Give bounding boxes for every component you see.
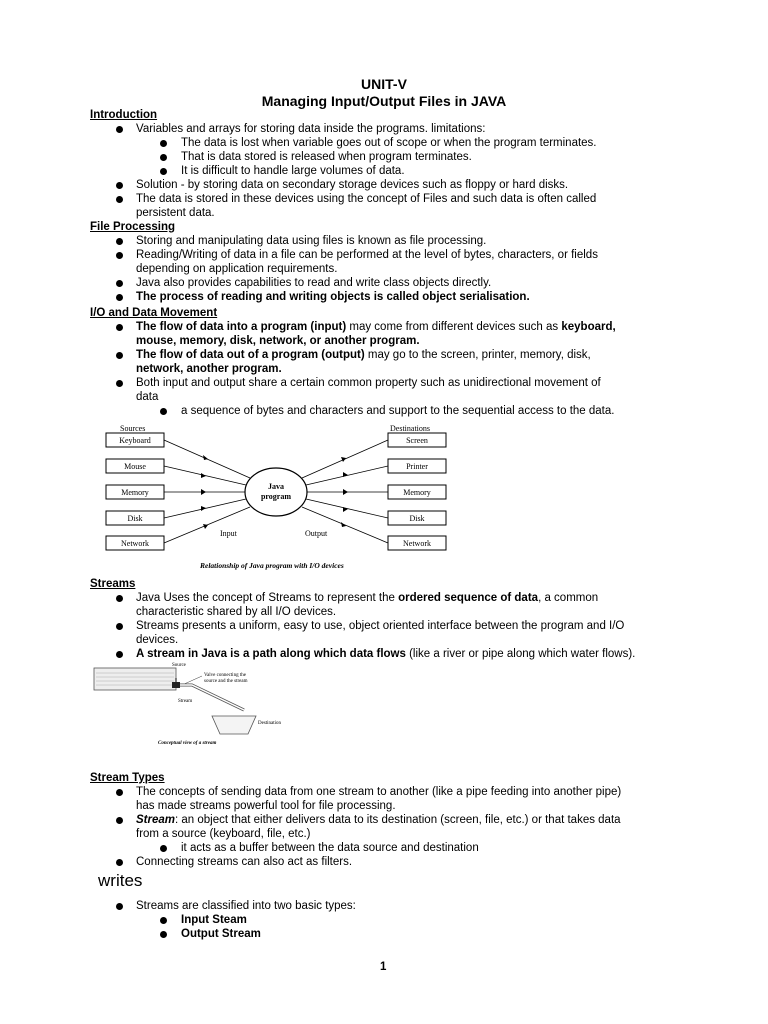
bullet-icon xyxy=(116,252,123,259)
destination-box-network xyxy=(388,536,446,550)
unit-title: UNIT-V xyxy=(361,76,407,92)
source-label: Source xyxy=(172,663,186,668)
io-bullet-1-text: may come from different devices such as xyxy=(349,321,562,333)
streams-bullet-3-bold: A stream in Java is a path along which data flows xyxy=(136,648,410,660)
input-stream-item: Input Steam xyxy=(181,914,247,926)
io-bullet-1-bold-end: keyboard, xyxy=(561,321,616,333)
destination-box-disk xyxy=(388,511,446,525)
st-bullet-1-line-2: has made streams powerful tool for file processing. xyxy=(136,800,396,812)
bullet-icon xyxy=(116,324,123,331)
destination-box-screen xyxy=(388,433,446,447)
io-bullet-2-text: may go to the screen, printer, memory, disk, xyxy=(367,349,591,361)
bullet-icon xyxy=(160,931,167,938)
bullet-icon xyxy=(160,408,167,415)
diagram-caption: Relationship of Java program with I/O devices xyxy=(200,561,344,570)
bullet-icon xyxy=(116,903,123,910)
destination-network-label: Network xyxy=(403,539,431,548)
streams-bullet-3-text: (like a river or pipe along which water flows). xyxy=(409,648,636,660)
bullet-icon xyxy=(160,140,167,147)
source-box-mouse xyxy=(106,459,164,473)
java-program-label-2: program xyxy=(260,492,292,501)
bullet-icon xyxy=(160,917,167,924)
stream-label: Stream xyxy=(178,699,193,704)
st-bullet-1-line-1: The concepts of sending data from one stream to another (like a pipe feeding into another pipe) xyxy=(136,786,622,798)
intro-subbullet-3: It is difficult to handle large volumes of data. xyxy=(181,165,405,177)
bullet-icon xyxy=(116,126,123,133)
st-bullet-2-text: : an object that either delivers data to its destination (screen, file, etc.) or that takes data xyxy=(175,814,621,826)
streams-bullet-3 xyxy=(136,647,635,661)
source-box-memory xyxy=(106,485,164,499)
intro-subbullet-2: That is data stored is released when program terminates. xyxy=(181,151,472,163)
streams-bullet-1-bold: ordered sequence of data xyxy=(398,592,539,604)
fp-bullet-2-line-1: Reading/Writing of data in a file can be performed at the level of bytes, characters, or fields xyxy=(136,249,598,261)
streams-bullet-2-line-2: devices. xyxy=(136,634,179,646)
bullet-icon xyxy=(116,623,123,630)
java-io-diagram xyxy=(100,420,460,575)
bullet-icon xyxy=(160,168,167,175)
intro-subbullet-1: The data is lost when variable goes out of scope or when the program terminates. xyxy=(181,137,597,149)
streams-bullet-1-end: , a common xyxy=(538,592,599,604)
bullet-icon xyxy=(116,859,123,866)
bullet-icon xyxy=(116,651,123,658)
st-bullet-2-line-1 xyxy=(136,813,621,827)
bullet-icon xyxy=(116,380,123,387)
io-bullet-1-line-2: mouse, memory, disk, network, or another program. xyxy=(136,335,420,347)
writes-label: writes xyxy=(98,871,143,890)
bullet-icon xyxy=(160,845,167,852)
page-number: 1 xyxy=(380,961,387,973)
streams-bullet-2-line-1: Streams presents a uniform, easy to use, object oriented interface between the program and I/O xyxy=(136,620,625,632)
intro-bullet-2: Solution - by storing data on secondary storage devices such as floppy or hard disks. xyxy=(136,179,569,191)
streams-bullet-1-text: Java Uses the concept of Streams to represent the xyxy=(136,592,399,604)
io-bullet-2-line-2: network, another program. xyxy=(136,363,282,375)
destination-memory-label: Memory xyxy=(403,488,431,497)
input-arrows xyxy=(164,440,250,543)
io-bullet-1-bold: The flow of data into a program (input) xyxy=(136,321,350,333)
java-program-label-1: Java xyxy=(268,482,284,491)
file-processing-heading: File Processing xyxy=(90,221,176,233)
bullet-icon xyxy=(116,238,123,245)
source-mouse-label: Mouse xyxy=(124,462,146,471)
bullet-icon xyxy=(116,352,123,359)
destination-label: Destination xyxy=(258,721,282,726)
page-title: Managing Input/Output Files in JAVA xyxy=(261,93,507,109)
output-stream-item: Output Stream xyxy=(181,928,261,940)
destination-disk-label: Disk xyxy=(409,514,425,523)
fp-bullet-2-line-2: depending on application requirements. xyxy=(136,263,338,275)
intro-bullet-3-line-2: persistent data. xyxy=(136,207,215,219)
introduction-heading: Introduction xyxy=(90,109,158,121)
output-label: Output xyxy=(305,529,328,538)
source-box-network xyxy=(106,536,164,550)
stream-types-heading: Stream Types xyxy=(90,772,165,784)
stream-concept-figure xyxy=(92,660,297,748)
source-box-keyboard xyxy=(106,433,164,447)
bullet-icon xyxy=(116,294,123,301)
intro-bullet-1: Variables and arrays for storing data inside the programs. limitations: xyxy=(136,123,486,135)
source-disk-label: Disk xyxy=(127,514,143,523)
io-bullet-3-line-2: data xyxy=(136,391,159,403)
bullet-icon xyxy=(116,595,123,602)
destination-box-printer xyxy=(388,459,446,473)
fp-bullet-3: Java also provides capabilities to read and write class objects directly. xyxy=(136,277,492,289)
st-bullet-3: Connecting streams can also act as filters. xyxy=(136,856,353,868)
source-box-disk xyxy=(106,511,164,525)
source-network-label: Network xyxy=(121,539,149,548)
bullet-icon xyxy=(116,280,123,287)
classified-bullet: Streams are classified into two basic types: xyxy=(136,900,356,912)
st-subbullet-1: it acts as a buffer between the data source and destination xyxy=(181,842,479,854)
destinations-label: Destinations xyxy=(390,424,430,433)
io-heading: I/O and Data Movement xyxy=(90,307,218,319)
io-bullet-1-line-1 xyxy=(136,320,616,334)
streams-bullet-1-line-2: characteristic shared by all I/O devices. xyxy=(136,606,337,618)
java-program-node xyxy=(245,468,307,516)
valve-label-1: Valve connecting the xyxy=(204,673,246,678)
input-label: Input xyxy=(220,529,237,538)
destination-box-memory xyxy=(388,485,446,499)
bullet-icon xyxy=(116,182,123,189)
destination-screen-label: Screen xyxy=(406,436,428,445)
io-subbullet-1: a sequence of bytes and characters and support to the sequential access to the data. xyxy=(181,405,615,417)
io-bullet-2-line-1 xyxy=(136,348,591,362)
streams-bullet-1-line-1 xyxy=(136,591,598,605)
fp-bullet-1: Storing and manipulating data using files is known as file processing. xyxy=(136,235,487,247)
io-bullet-2-bold: The flow of data out of a program (output) xyxy=(136,349,368,361)
stream-figure-caption: Conceptual view of a stream xyxy=(158,741,217,746)
sources-label: Sources xyxy=(120,424,146,433)
io-bullet-3-line-1: Both input and output share a certain common property such as unidirectional movement of xyxy=(136,377,601,389)
streams-heading: Streams xyxy=(90,578,136,590)
bullet-icon xyxy=(116,789,123,796)
fp-bullet-4: The process of reading and writing objects is called object serialisation. xyxy=(136,291,530,303)
intro-bullet-3-line-1: The data is stored in these devices using the concept of Files and such data is often called xyxy=(136,193,597,205)
destination-printer-label: Printer xyxy=(406,462,428,471)
source-memory-label: Memory xyxy=(121,488,149,497)
bullet-icon xyxy=(116,817,123,824)
bullet-icon xyxy=(116,196,123,203)
source-keyboard-label: Keyboard xyxy=(119,436,151,445)
st-bullet-2-line-2: from a source (keyboard, file, etc.) xyxy=(136,828,311,840)
st-bullet-2-term: Stream xyxy=(136,814,175,826)
bullet-icon xyxy=(160,154,167,161)
valve-label-2: source and the stream xyxy=(204,679,248,684)
